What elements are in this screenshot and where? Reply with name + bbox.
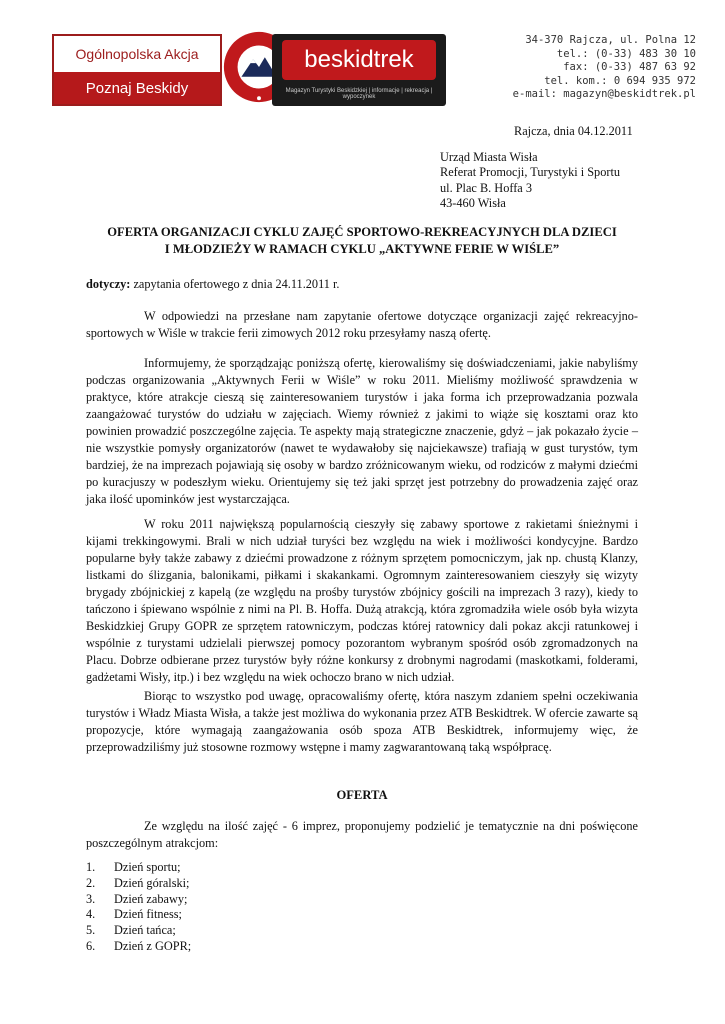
- list-item: [86, 923, 386, 939]
- list-text: Dzień sportu;: [114, 860, 181, 874]
- recipient-line: 43-460 Wisła: [440, 196, 506, 211]
- list-item: [86, 907, 386, 923]
- subject-label: dotyczy:: [86, 277, 131, 291]
- recipient-address: [440, 150, 620, 212]
- recipient-line: ul. Plac B. Hoffa 3: [440, 180, 532, 195]
- paragraph-2: [86, 355, 638, 508]
- title-line-2: I MŁODZIEŻY W RAMACH CYKLU „AKTYWNE FERIE W WIŚLE”: [164, 242, 560, 256]
- letter-date: Rajcza, dnia 04.12.2011: [514, 124, 633, 138]
- logo-left-bottom-text: Poznaj Beskidy: [54, 72, 220, 104]
- recipient-line: Urząd Miasta Wisła: [440, 150, 538, 164]
- list-text: Dzień fitness;: [114, 907, 182, 922]
- paragraph-3: [86, 516, 638, 686]
- list-text: Dzień góralski;: [114, 875, 190, 890]
- list-item: [86, 939, 386, 955]
- contact-fax: fax: (0-33) 487 63 92: [563, 61, 696, 73]
- subject-text: zapytania ofertowego z dnia 24.11.2011 r.: [130, 277, 340, 291]
- offer-heading: OFERTA: [336, 788, 388, 802]
- list-text: Dzień tańca;: [114, 923, 176, 938]
- logo-left-top-text: Ogólnopolska Akcja: [75, 46, 199, 62]
- brand-name: beskidtrek: [282, 40, 436, 80]
- list-item: [86, 876, 386, 892]
- subject-line: [86, 276, 638, 293]
- list-number: 1.: [86, 860, 96, 874]
- list-number: 2.: [86, 875, 96, 890]
- paragraph-1: [86, 308, 638, 342]
- offer-list: [86, 860, 386, 955]
- beskidtrek-logo: [272, 34, 446, 106]
- letterhead: [30, 20, 698, 130]
- title-line-1: OFERTA ORGANIZACJI CYKLU ZAJĘĆ SPORTOWO-REKREACYJNYCH DLA DZIECI: [107, 225, 617, 239]
- document-title: [86, 224, 638, 258]
- paragraph-text: W roku 2011 największą popularnością cieszyły się zabawy sportowe z rakietami śnieżnymi i kijami trekkingowymi. Brali w nich udział turyści bez względu na wiek i możliwości kondycyjne. Bardzo popularne były także zabawy z dziećmi prowadzone z różnym sprzętem pomocniczym, jak np. chustą Klanzy, listkami do ślizgania, balonikami, piłkami i skakankami. Ogromnym zainteresowaniem cieszyły się wizyty brygady zbójnickiej z kapelą (ze względu na prośby turystów zbójnicy gościli na imprezach 3 razy), kiedy to tańczono i śpiewano wspólnie z nimi na Pl. B. Hoffa. Dużą atrakcją, która zgromadziła wiele osób była wizyta Beskidzkiej Grupy GOPR ze sprzętem ratowniczym, podczas której ratownicy dali pokaz akcji ratunkowej i wspólnie z turystami udzielali pierwszej pomocy pozorantom wybranym spośród osób zgromadzonych na Placu. Dobrze odbierane przez turystów były różne konkursy z drobnymi nagrodami (maskotkami, folderami, gadżetami Wisły, itp.) i bez względu na wiek ochoczo brano w nich udział.: [86, 517, 638, 684]
- contact-mobile: tel. kom.: 0 694 935 972: [544, 74, 696, 87]
- list-number: 5.: [86, 923, 96, 938]
- list-item: [86, 860, 386, 876]
- list-number: 3.: [86, 891, 96, 906]
- list-item: [86, 892, 386, 908]
- list-text: Dzień zabawy;: [114, 891, 188, 906]
- paragraph-text: Informujemy, że sporządzając poniższą ofertę, kierowaliśmy się doświadczeniami, jakie nabyliśmy podczas organizowania „Aktywnych Ferii w Wiśle” w roku 2011. Mieliśmy możliwość sprawdzenia w praktyce, które atrakcje cieszą się zainteresowaniem turystów i jaka forma ich przeprowadzania pozwala zaangażować turystów do udziału w zajęciach. Wiemy również z jakimi to wiąże się kosztami oraz kto powinien prowadzić poszczególne zajęcia. Te aspekty mają strategiczne znaczenie, gdyż – jak pokazało życie – nie wszystkie pomysły organizatorów (nawet te wydawałoby się najciekawsze) trafiają w gust turystów, tym bardziej, że na imprezach pojawiają się osoby w bardzo zróżnicowanym wieku, od rodziców z małymi dziećmi po kuracjuszy w podeszłym wieku. Orientujemy się też jaki sprzęt jest potrzebny do prowadzenia zajęć oraz jaka ilość upominków jest wystarczająca.: [86, 356, 638, 506]
- paragraph-4: [86, 688, 638, 756]
- recipient-line: Referat Promocji, Turystyki i Sportu: [440, 165, 621, 180]
- list-text: Dzień z GOPR;: [114, 938, 192, 953]
- paragraph-text: Biorąc to wszystko pod uwagę, opracowaliśmy ofertę, która naszym zdaniem spełni oczekiwania turystów i Władz Miasta Wisła, a także jest możliwa do wykonania przez ATB Beskidtrek. W ofercie zawarte są propozycje, które wymagają zaangażowania osób spoza ATB Beskidtrek, informujemy więc, że przeprowadziliśmy już stosowne rozmowy wstępne i mamy zagwarantowaną taką współpracę.: [86, 689, 638, 754]
- list-number: 4.: [86, 907, 96, 922]
- contact-info: [450, 34, 696, 102]
- contact-phone: tel.: (0-33) 483 30 10: [556, 47, 696, 60]
- poznaj-beskidy-logo: [52, 34, 222, 106]
- paragraph-text: W odpowiedzi na przesłane nam zapytanie ofertowe dotyczące organizacji zajęć rekreacyjno-sportowych w Wiśle w trakcie ferii zimowych 2012 roku przesyłamy naszą ofertę.: [86, 309, 638, 340]
- list-number: 6.: [86, 938, 96, 953]
- contact-address: 34-370 Rajcza, ul. Polna 12: [525, 34, 696, 46]
- offer-intro: [86, 818, 638, 852]
- paragraph-text: Ze względu na ilość zajęć - 6 imprez, proponujemy podzielić je tematycznie na dni poświęcone poszczególnym atrakcjom:: [86, 819, 638, 850]
- brand-tagline: Magazyn Turystyki Beskidzkiej | informacje | rekreacja | wypoczynek: [285, 88, 433, 100]
- contact-email: e-mail: magazyn@beskidtrek.pl: [512, 88, 696, 100]
